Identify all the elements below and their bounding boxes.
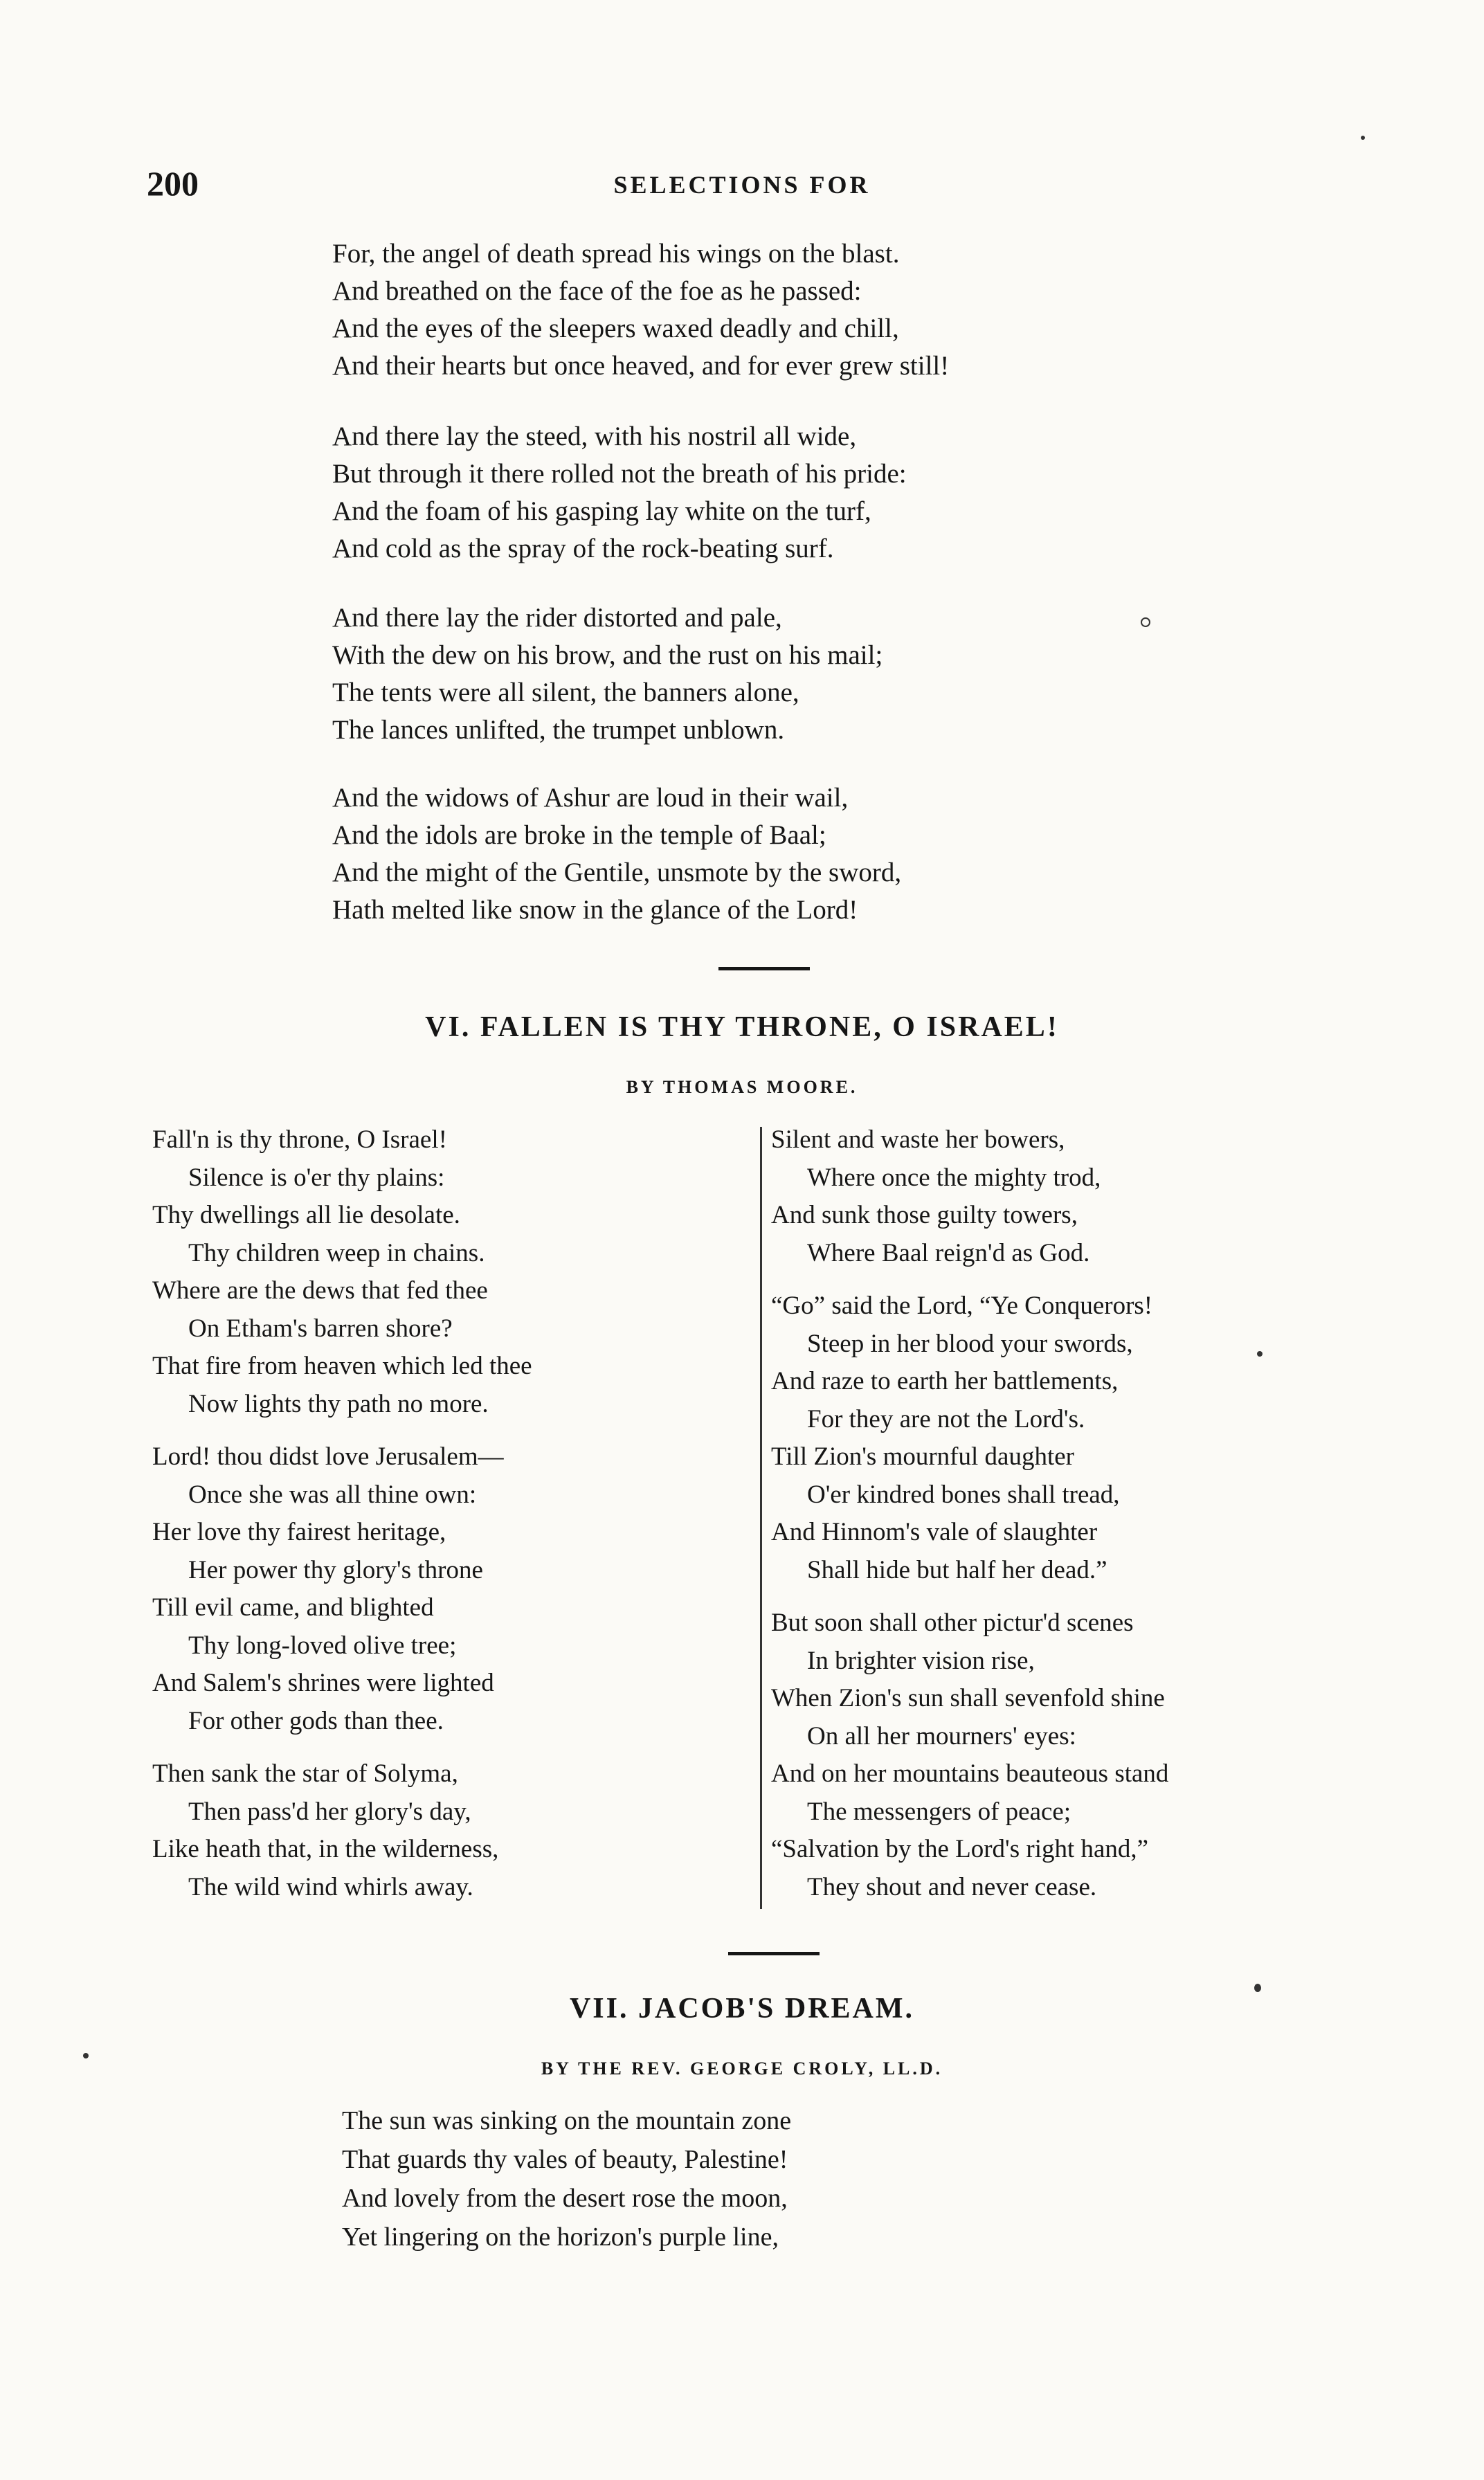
verse-line: And Hinnom's vale of slaughter bbox=[771, 1518, 1098, 1546]
poem7-byline: BY THE REV. GEORGE CROLY, LL.D. bbox=[541, 2058, 943, 2079]
verse-line: Yet lingering on the horizon's purple line, bbox=[342, 2223, 779, 2252]
verse-line: Where once the mighty trod, bbox=[807, 1163, 1101, 1192]
verse-line: And cold as the spray of the rock-beating surf. bbox=[332, 534, 834, 563]
verse-line: Thy dwellings all lie desolate. bbox=[152, 1201, 460, 1229]
verse-line: Fall'n is thy throne, O Israel! bbox=[152, 1125, 447, 1154]
poem6-left-stanza-2 bbox=[152, 1438, 532, 1740]
scan-speck bbox=[83, 2053, 89, 2058]
verse-line: Her power thy glory's throne bbox=[188, 1555, 483, 1584]
column-divider bbox=[760, 1127, 762, 1909]
verse-line: Then pass'd her glory's day, bbox=[188, 1797, 471, 1826]
poem6-right-stanza-3 bbox=[771, 1604, 1168, 1906]
verse-line: On all her mourners' eyes: bbox=[807, 1721, 1076, 1750]
verse-line: The messengers of peace; bbox=[807, 1797, 1071, 1826]
scan-speck bbox=[1141, 617, 1150, 627]
poem5-stanza-1 bbox=[332, 235, 949, 385]
verse-line: And the might of the Gentile, unsmote by the sword, bbox=[332, 858, 902, 887]
running-head: SELECTIONS FOR bbox=[613, 171, 871, 199]
poem5-stanza-4 bbox=[332, 779, 901, 929]
verse-line: Steep in her blood your swords, bbox=[807, 1329, 1133, 1358]
verse-line: Like heath that, in the wilderness, bbox=[152, 1835, 499, 1863]
verse-line: And the widows of Ashur are loud in their wail, bbox=[332, 783, 849, 813]
verse-line: That fire from heaven which led thee bbox=[152, 1352, 532, 1380]
verse-line: And there lay the rider distorted and pale, bbox=[332, 603, 782, 633]
verse-line: In brighter vision rise, bbox=[807, 1646, 1035, 1675]
verse-line: For, the angel of death spread his wings on the blast. bbox=[332, 239, 900, 269]
verse-line: Now lights thy path no more. bbox=[188, 1389, 489, 1418]
verse-line: Thy long-loved olive tree; bbox=[188, 1631, 457, 1660]
verse-line: They shout and never cease. bbox=[807, 1872, 1097, 1901]
verse-line: Silent and waste her bowers, bbox=[771, 1125, 1065, 1154]
poem6-right-stanza-1 bbox=[771, 1121, 1168, 1272]
poem6-right-stanza-2 bbox=[771, 1287, 1168, 1589]
verse-line: Where Baal reign'd as God. bbox=[807, 1238, 1090, 1267]
verse-line: And there lay the steed, with his nostril all wide, bbox=[332, 422, 857, 451]
verse-line: “Go” said the Lord, “Ye Conquerors! bbox=[771, 1292, 1153, 1320]
section-divider bbox=[728, 1952, 820, 1955]
verse-line: And the eyes of the sleepers waxed deadly and chill, bbox=[332, 314, 899, 343]
verse-line: The sun was sinking on the mountain zone bbox=[342, 2106, 792, 2135]
verse-line: And breathed on the face of the foe as he passed: bbox=[332, 276, 862, 306]
verse-line: Where are the dews that fed thee bbox=[152, 1276, 488, 1305]
poem6-right-column bbox=[771, 1121, 1168, 1906]
verse-line: Then sank the star of Solyma, bbox=[152, 1759, 458, 1788]
scan-speck bbox=[1254, 1984, 1261, 1992]
verse-line: Thy children weep in chains. bbox=[188, 1238, 485, 1267]
poem7-title: VII. JACOB'S DREAM. bbox=[569, 1993, 915, 2025]
verse-line: That guards thy vales of beauty, Palestine! bbox=[342, 2145, 788, 2174]
scan-speck bbox=[1361, 136, 1365, 140]
verse-line: Till Zion's mournful daughter bbox=[771, 1442, 1074, 1471]
section-divider bbox=[718, 967, 810, 970]
verse-line: When Zion's sun shall sevenfold shine bbox=[771, 1684, 1165, 1712]
poem6-byline: BY THOMAS MOORE. bbox=[626, 1077, 858, 1097]
poem6-left-column bbox=[152, 1121, 532, 1906]
poem6-left-stanza-3 bbox=[152, 1755, 532, 1906]
page-number: 200 bbox=[147, 164, 199, 203]
verse-line: And sunk those guilty towers, bbox=[771, 1201, 1078, 1229]
verse-line: On Etham's barren shore? bbox=[188, 1314, 453, 1343]
verse-line: The wild wind whirls away. bbox=[188, 1872, 473, 1901]
verse-line: The lances unlifted, the trumpet unblown. bbox=[332, 715, 785, 745]
verse-line: Her love thy fairest heritage, bbox=[152, 1518, 446, 1546]
verse-line: O'er kindred bones shall tread, bbox=[807, 1480, 1120, 1509]
verse-line: And Salem's shrines were lighted bbox=[152, 1669, 494, 1697]
verse-line: Hath melted like snow in the glance of the Lord! bbox=[332, 895, 858, 925]
verse-line: And raze to earth her battlements, bbox=[771, 1367, 1119, 1395]
verse-line: Silence is o'er thy plains: bbox=[188, 1163, 445, 1192]
verse-line: Shall hide but half her dead.” bbox=[807, 1555, 1107, 1584]
verse-line: And their hearts but once heaved, and for ever grew still! bbox=[332, 351, 950, 381]
poem5-stanza-2 bbox=[332, 418, 907, 568]
poem6-left-stanza-1 bbox=[152, 1121, 532, 1423]
verse-line: And the idols are broke in the temple of Baal; bbox=[332, 820, 826, 850]
verse-line: Till evil came, and blighted bbox=[152, 1593, 434, 1622]
verse-line: “Salvation by the Lord's right hand,” bbox=[771, 1835, 1149, 1863]
verse-line: For other gods than thee. bbox=[188, 1706, 444, 1735]
verse-line: The tents were all silent, the banners alone, bbox=[332, 678, 799, 707]
scan-speck bbox=[1257, 1351, 1263, 1357]
verse-line: For they are not the Lord's. bbox=[807, 1404, 1085, 1433]
verse-line: But soon shall other pictur'd scenes bbox=[771, 1609, 1134, 1637]
verse-line: With the dew on his brow, and the rust on his mail; bbox=[332, 640, 883, 670]
verse-line: Lord! thou didst love Jerusalem— bbox=[152, 1442, 504, 1471]
verse-line: And the foam of his gasping lay white on the turf, bbox=[332, 496, 871, 526]
poem5-stanza-3 bbox=[332, 599, 883, 749]
poem6-title: VI. FALLEN IS THY THRONE, O ISRAEL! bbox=[425, 1011, 1059, 1043]
poem7-stanza-1 bbox=[342, 2101, 791, 2256]
verse-line: And lovely from the desert rose the moon, bbox=[342, 2184, 788, 2213]
verse-line: And on her mountains beauteous stand bbox=[771, 1759, 1169, 1788]
verse-line: But through it there rolled not the breath of his pride: bbox=[332, 459, 907, 489]
verse-line: Once she was all thine own: bbox=[188, 1480, 477, 1509]
